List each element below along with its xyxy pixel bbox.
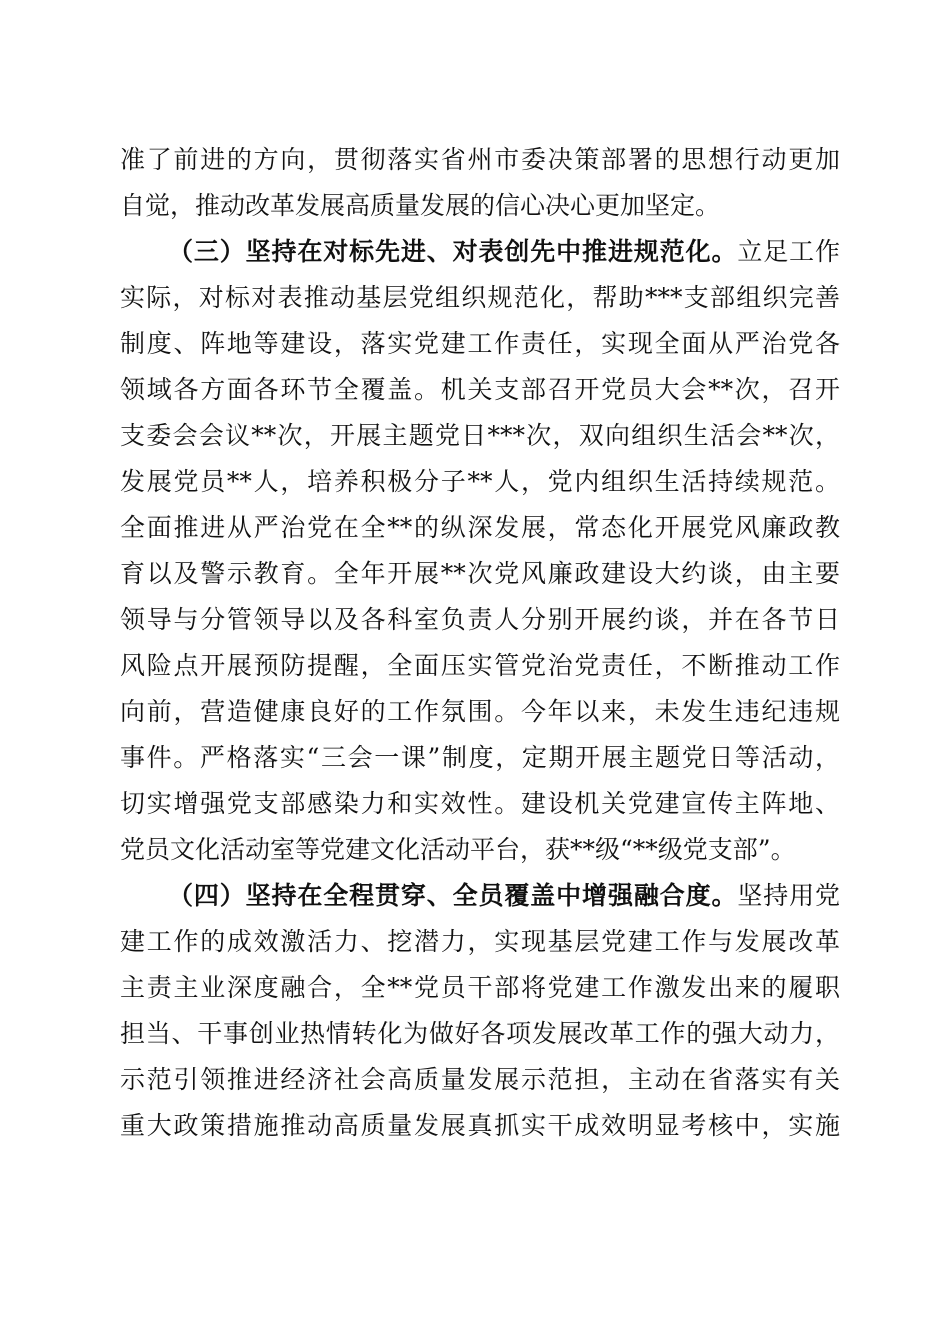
- section-4-heading-rest: 坚持用党: [737, 881, 840, 910]
- text-line: 担当、干事创业热情转化为做好各项发展改革工作的强大动力，: [120, 1019, 840, 1048]
- text-line: 向前，营造健康良好的工作氛围。今年以来，未发生违纪违规: [120, 697, 840, 726]
- text-line: 支委会会议**次，开展主题党日***次，双向组织生活会**次，: [120, 421, 840, 450]
- text-line: 制度、阵地等建设，落实党建工作责任，实现全面从严治党各: [120, 329, 840, 358]
- section-3-heading: （三）坚持在对标先进、对表创先中推进规范化。: [168, 237, 738, 266]
- text-line: 准了前进的方向，贯彻落实省州市委决策部署的思想行动更加: [120, 145, 840, 174]
- section-3-heading-rest: 立足工作: [737, 237, 840, 266]
- text-line: 切实增强党支部感染力和实效性。建设机关党建宣传主阵地、: [120, 789, 840, 818]
- text-line: 重大政策措施推动高质量发展真抓实干成效明显考核中，实施: [120, 1111, 840, 1140]
- text-line: 建工作的成效激活力、挖潜力，实现基层党建工作与发展改革: [120, 927, 840, 956]
- section-4-heading: （四）坚持在全程贯穿、全员覆盖中增强融合度。: [168, 881, 738, 910]
- text-line: 全面推进从严治党在全**的纵深发展，常态化开展党风廉政教: [120, 513, 840, 542]
- text-line: 育以及警示教育。全年开展**次党风廉政建设大约谈，由主要: [120, 559, 840, 588]
- text-line: 自觉，推动改革发展高质量发展的信心决心更加坚定。: [120, 191, 721, 220]
- text-line: 领域各方面各环节全覆盖。机关支部召开党员大会**次，召开: [120, 375, 840, 404]
- text-line: 主责主业深度融合，全**党员干部将党建工作激发出来的履职: [120, 973, 840, 1002]
- text-line: 风险点开展预防提醒，全面压实管党治党责任，不断推动工作: [120, 651, 840, 680]
- section-3-heading-line: [168, 229, 840, 275]
- text-line: 示范引领推进经济社会高质量发展示范担，主动在省落实有关: [120, 1065, 840, 1094]
- text-line: 发展党员**人，培养积极分子**人，党内组织生活持续规范。: [120, 467, 840, 496]
- text-line: 事件。严格落实“三会一课”制度，定期开展主题党日等活动，: [120, 743, 840, 772]
- text-line: 党员文化活动室等党建文化活动平台，获**级“**级党支部”。: [120, 835, 796, 864]
- text-line: 领导与分管领导以及各科室负责人分别开展约谈，并在各节日: [120, 605, 840, 634]
- section-4-heading-line: [168, 873, 840, 919]
- text-line: 实际，对标对表推动基层党组织规范化，帮助***支部组织完善: [120, 283, 840, 312]
